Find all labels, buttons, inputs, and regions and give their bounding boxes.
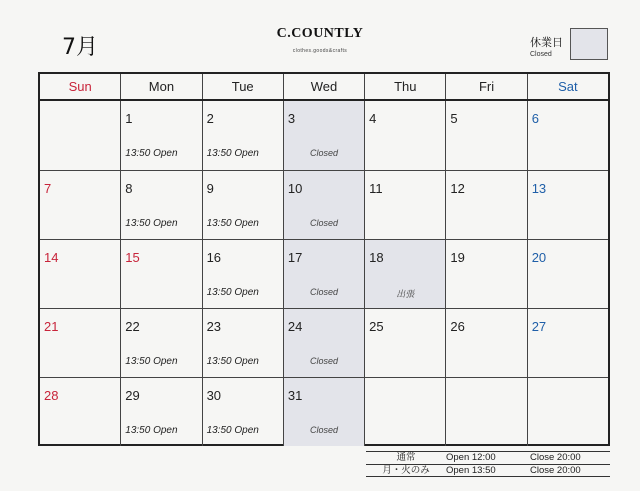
calendar-day (527, 378, 608, 446)
day-note: 出張 (396, 289, 415, 299)
month-title: 7月 (62, 35, 98, 60)
calendar-day (40, 101, 120, 170)
calendar-day (527, 309, 608, 377)
calendar-day (527, 101, 608, 170)
day-number: 4 (369, 111, 377, 126)
day-number: 23 (206, 319, 222, 334)
calendar-day (202, 309, 283, 377)
weekday-header: Sat (527, 74, 608, 99)
day-note: 13:50 Open (206, 425, 259, 436)
hours-row (366, 464, 610, 477)
calendar-day-closed (283, 171, 364, 239)
weekday-header-row (40, 74, 608, 101)
day-note: 13:50 Open (206, 218, 259, 229)
calendar-day (364, 378, 445, 446)
day-note: Closed (309, 218, 338, 228)
day-number: 22 (125, 319, 140, 334)
day-note: 13:50 Open (125, 148, 178, 159)
business-hours-table (366, 451, 610, 477)
calendar-week (40, 170, 608, 239)
day-number: 5 (450, 111, 458, 126)
calendar-day (527, 240, 608, 308)
calendar-day (364, 101, 445, 170)
day-number: 31 (287, 388, 303, 403)
legend-label: 休業日 (530, 36, 563, 49)
calendar-day (445, 171, 526, 239)
calendar-day (120, 240, 201, 308)
day-number: 19 (450, 250, 465, 265)
calendar-day (445, 240, 526, 308)
day-number: 6 (531, 111, 539, 126)
day-note: Closed (309, 425, 338, 435)
calendar-day (445, 101, 526, 170)
day-number: 11 (369, 181, 383, 196)
day-number: 16 (206, 250, 222, 265)
weekday-header: Tue (202, 74, 283, 99)
shop-name: C.COUNTLY (276, 26, 364, 41)
calendar-day-closed (283, 378, 364, 446)
calendar-day-closed (283, 101, 364, 170)
calendar-day (202, 378, 283, 446)
day-number: 7 (44, 181, 52, 196)
day-number: 21 (44, 319, 59, 334)
hours-label: 月・火のみ (382, 465, 430, 476)
day-number: 10 (287, 181, 303, 196)
hours-close: Close 20:00 (530, 452, 581, 463)
day-number: 20 (531, 250, 547, 265)
weekday-header: Sun (68, 79, 92, 94)
day-note: Closed (309, 356, 338, 366)
hours-open: Open 13:50 (446, 465, 496, 476)
day-note: 13:50 Open (206, 148, 259, 159)
legend-sublabel: Closed (530, 51, 552, 58)
day-number: 8 (125, 181, 133, 196)
calendar-day (120, 378, 201, 446)
calendar-day (202, 101, 283, 170)
hours-label: 通常 (396, 452, 416, 463)
calendar-day (40, 378, 120, 446)
calendar-day (40, 171, 120, 239)
day-number: 25 (369, 319, 384, 334)
shop-tagline: clothes.goods&crafts (292, 48, 348, 54)
day-note: 13:50 Open (125, 356, 178, 367)
day-note: 13:50 Open (206, 287, 259, 298)
day-number: 17 (287, 250, 303, 265)
calendar-day (40, 240, 120, 308)
day-number: 30 (206, 388, 222, 403)
day-number: 3 (287, 111, 296, 126)
calendar-day (445, 309, 526, 377)
calendar-day-closed (283, 240, 364, 308)
calendar-day (364, 309, 445, 377)
weekday-header: Wed (283, 74, 364, 99)
day-note: 13:50 Open (125, 425, 178, 436)
calendar-weeks (40, 101, 608, 446)
day-number: 12 (450, 181, 465, 196)
calendar-week (40, 101, 608, 170)
hours-close: Close 20:00 (530, 465, 581, 476)
day-number: 29 (125, 388, 140, 403)
day-note: Closed (309, 287, 338, 297)
calendar-week (40, 239, 608, 308)
calendar-week (40, 377, 608, 446)
day-note: Closed (309, 148, 338, 158)
weekday-header: Fri (445, 74, 526, 99)
calendar-day-closed (283, 309, 364, 377)
day-note: 13:50 Open (125, 218, 178, 229)
weekday-header: Thu (364, 74, 445, 99)
closed-legend (530, 34, 563, 58)
calendar-day (120, 101, 201, 170)
day-number: 2 (206, 111, 214, 126)
day-number: 28 (44, 388, 59, 403)
calendar-day-closed (364, 240, 445, 308)
day-number: 26 (450, 319, 465, 334)
day-number: 27 (531, 319, 547, 334)
calendar-day (202, 171, 283, 239)
hours-open: Open 12:00 (446, 452, 496, 463)
day-number: 14 (44, 250, 59, 265)
calendar-day (40, 309, 120, 377)
calendar-week (40, 308, 608, 377)
closed-legend-swatch (570, 28, 608, 60)
day-number: 1 (125, 111, 133, 126)
day-number: 24 (287, 319, 303, 334)
calendar-day (120, 309, 201, 377)
calendar-day (202, 240, 283, 308)
shop-logo (230, 26, 410, 54)
day-number: 15 (125, 250, 140, 265)
calendar-day (364, 171, 445, 239)
calendar-day (445, 378, 526, 446)
day-note: 13:50 Open (206, 356, 259, 367)
calendar-day (527, 171, 608, 239)
weekday-header: Mon (120, 74, 201, 99)
hours-row (366, 451, 610, 464)
day-number: 18 (369, 250, 384, 265)
calendar-day (120, 171, 201, 239)
day-number: 9 (206, 181, 214, 196)
calendar-grid (38, 72, 610, 446)
day-number: 13 (531, 181, 547, 196)
